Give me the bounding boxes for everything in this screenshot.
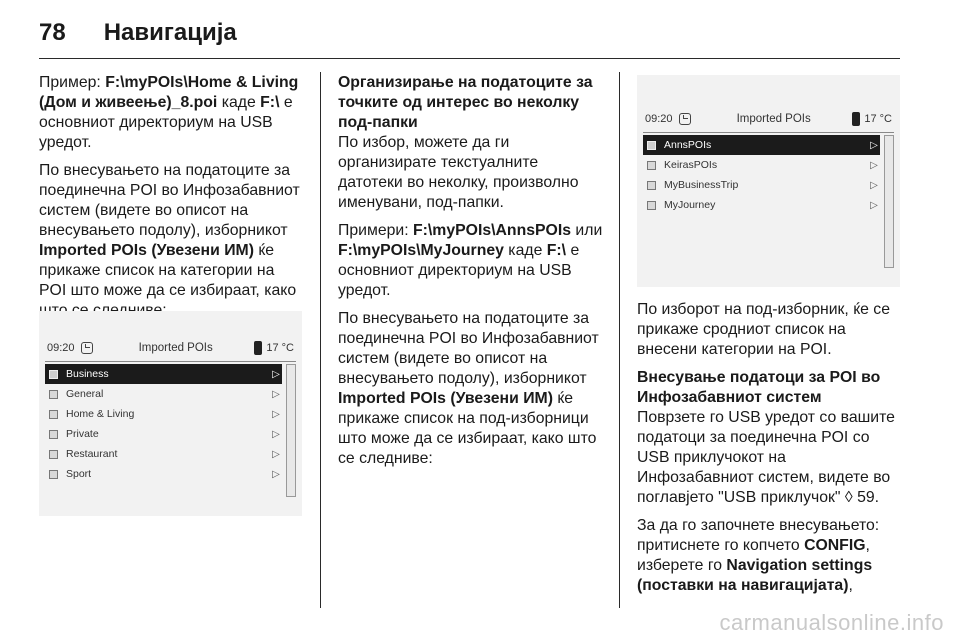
text: , <box>848 577 853 594</box>
screen-figure-subfolders <box>637 75 900 287</box>
list-item-label: Business <box>66 368 109 380</box>
folder-icon <box>49 410 58 419</box>
clock-icon <box>81 342 93 354</box>
text: или <box>571 222 603 239</box>
col1-paragraph-1 <box>39 73 305 153</box>
text: е основниот директориум на USB уредот. <box>39 94 293 151</box>
text: ќе прикаже список на категории на POI што може да се избираат, како <box>39 242 297 299</box>
screen-scrollbar <box>286 364 296 497</box>
text: е основниот директориум на USB уредот. <box>338 242 580 299</box>
screen-temperature: 17 °C <box>266 342 294 354</box>
col3-paragraph-2: Поврзете го USB уредот со вашите податоци за поединечна POI со USB приклучокот на Инфозабавниот систем, видете во поглавјето "USB приклучок" ◊ 59. <box>637 409 895 506</box>
col2-heading: Организирање на податоците за точките од интерес во неколку под-папки <box>338 74 593 131</box>
screen-temperature: 17 °C <box>864 113 892 125</box>
list-item-label: Private <box>66 428 99 440</box>
menu-name: Navigation settings (поставки на навигацијата) <box>637 557 873 594</box>
screen-title: Imported POIs <box>138 342 213 354</box>
list-item-label: AnnsPOIs <box>664 139 712 151</box>
column-divider-1 <box>320 72 321 608</box>
chevron-right-icon: ▷ <box>870 199 878 211</box>
list-item <box>643 175 880 195</box>
chevron-right-icon: ▷ <box>272 468 280 480</box>
chevron-right-icon: ▷ <box>870 139 878 151</box>
col3-paragraph-1: По изборот на под-изборник, ќе се прикаже сродниот список на внесени категории на POI. <box>637 301 890 358</box>
button-name: CONFIG <box>804 537 866 554</box>
menu-name: Imported POIs (Увезени ИМ) <box>338 390 553 407</box>
text: ќе прикаже список на под-изборници што може да се избираат, како што се следниве: <box>338 390 597 467</box>
column-divider-2 <box>619 72 620 608</box>
text: каде <box>217 94 261 111</box>
folder-icon <box>647 161 656 170</box>
page-header <box>39 16 237 50</box>
chevron-right-icon: ▷ <box>272 368 280 380</box>
list-item <box>45 424 282 444</box>
list-item <box>45 464 282 484</box>
text: Примери: <box>338 222 413 239</box>
root-drive: F:\ <box>260 94 280 111</box>
screen-time: 09:20 <box>645 113 673 125</box>
folder-icon <box>49 470 58 479</box>
folder-icon <box>647 181 656 190</box>
screen-list <box>643 132 894 268</box>
list-item <box>643 155 880 175</box>
list-item-label: KeirasPOIs <box>664 159 718 171</box>
col3-heading: Внесување податоци за POI во Инфозабавниот систем <box>637 369 881 406</box>
folder-icon <box>49 390 58 399</box>
infotainment-screen <box>45 337 296 503</box>
screen-figure-categories <box>39 311 302 516</box>
path-example: F:\myPOIs\MyJourney <box>338 242 504 259</box>
folder-icon <box>647 141 656 150</box>
list-item-label: General <box>66 388 104 400</box>
col3-paragraph-3 <box>637 516 901 596</box>
thermometer-icon <box>852 112 860 126</box>
list-item <box>45 384 282 404</box>
list-item <box>45 364 282 384</box>
screen-status-bar <box>643 108 894 130</box>
list-item-label: Restaurant <box>66 448 118 460</box>
list-item <box>45 404 282 424</box>
path-example: F:\myPOIs\AnnsPOIs <box>413 222 572 239</box>
chevron-right-icon: ▷ <box>272 408 280 420</box>
folder-icon <box>49 430 58 439</box>
text: , изберете го <box>637 537 870 574</box>
watermark: carmanualsonline.info <box>719 610 944 635</box>
page-number: 78 <box>39 19 66 46</box>
text: За да го започнете внесувањето: притиснете го копчето <box>637 517 880 554</box>
text: По внесувањето на податоците за поединечна POI во Инфозабавниот систем (видете во описот на внесувањето подолу), изборникот <box>39 162 300 239</box>
screen-list <box>45 361 296 497</box>
chevron-right-icon: ▷ <box>272 388 280 400</box>
col2-paragraph-1: По избор, можете да ги организирате текстуалните датотеки во неколку, произволно именувани, под-папки. <box>338 134 579 211</box>
list-item-label: MyBusinessTrip <box>664 179 739 191</box>
menu-name: Imported POIs (Увезени ИМ) <box>39 242 254 259</box>
screen-scrollbar <box>884 135 894 268</box>
list-item <box>45 444 282 464</box>
list-item-label: MyJourney <box>664 199 716 211</box>
header-rule <box>39 58 900 59</box>
list-item-label: Sport <box>66 468 92 480</box>
col2-paragraph-2 <box>338 221 604 301</box>
screen-status-bar <box>45 337 296 359</box>
section-title: Навигација <box>103 19 237 46</box>
text: По внесувањето на податоците за поединечна POI во Инфозабавниот систем (видете во описот на внесувањето подолу), изборникот <box>338 310 599 387</box>
text: Пример: <box>39 74 106 91</box>
root-drive: F:\ <box>546 242 567 259</box>
column-3 <box>637 300 901 604</box>
list-item-label: Home & Living <box>66 408 135 420</box>
text: каде <box>503 242 547 259</box>
infotainment-screen <box>643 108 894 274</box>
chevron-right-icon: ▷ <box>272 428 280 440</box>
folder-icon <box>49 370 58 379</box>
list-item <box>643 135 880 155</box>
screen-time: 09:20 <box>47 342 75 354</box>
list-item <box>643 195 880 215</box>
thermometer-icon <box>254 341 262 355</box>
screen-title: Imported POIs <box>736 113 811 125</box>
clock-icon <box>679 113 691 125</box>
path-example: F:\myPOIs\Home & Living (Дом и живеење)_8.poi <box>39 74 299 111</box>
folder-icon <box>49 450 58 459</box>
col2-paragraph-3 <box>338 309 604 469</box>
chevron-right-icon: ▷ <box>272 448 280 460</box>
col1-paragraph-2 <box>39 161 305 321</box>
column-2 <box>338 73 604 477</box>
folder-icon <box>647 201 656 210</box>
column-1 <box>39 73 305 329</box>
chevron-right-icon: ▷ <box>870 179 878 191</box>
chevron-right-icon: ▷ <box>870 159 878 171</box>
